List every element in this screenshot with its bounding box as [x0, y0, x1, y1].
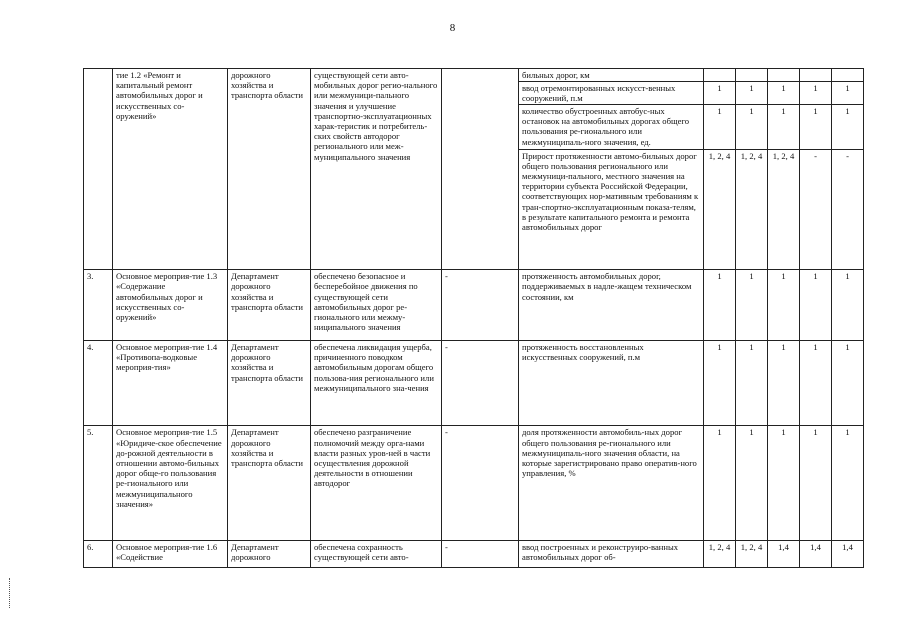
- indicator-value-1: [704, 69, 736, 82]
- page-number: 8: [449, 22, 456, 34]
- result-cell: обеспечена ликвидация ущерба, причиненного поводком автомобильным дорогам общего пользова-ния регионального или межмуниципального зна-чения: [311, 341, 442, 426]
- indicator-value-2: [736, 69, 768, 82]
- measures-table: [83, 68, 864, 568]
- indicator-value-4: 1: [800, 81, 832, 104]
- result-cell: обеспечено безопасное и бесперебойное движения по существующей сети автомобильных дорог ре-гионального или межму-ниципального значения: [311, 270, 442, 341]
- indicator-cell: протяженность автомобильных дорог, поддерживаемых в надле-жащем техническом состоянии, км: [519, 270, 704, 341]
- indicator-value-5: 1: [832, 105, 864, 150]
- row-number: 6.: [84, 540, 113, 567]
- row-number: [84, 69, 113, 270]
- row-number: 4.: [84, 341, 113, 426]
- indicator-value-2: 1, 2, 4: [736, 540, 768, 567]
- indicator-value-5: -: [832, 149, 864, 270]
- indicator-value-3: 1: [768, 270, 800, 341]
- indicator-cell: Прирост протяженности автомо-бильных дорог общего пользования регионального или межмуници-пального, местного значения на территории субъекта Российской Федерации, соответствующих нор-мативным требованиям к тран-спортно-эксплуатационным показа-телям, в результате капитального ремонта и ремонта автомобильных дорог: [519, 149, 704, 270]
- indicator-value-3: 1: [768, 341, 800, 426]
- indicator-value-1: 1: [704, 270, 736, 341]
- indicator-value-3: 1: [768, 81, 800, 104]
- indicator-value-3: 1, 2, 4: [768, 149, 800, 270]
- indicator-value-2: 1: [736, 426, 768, 540]
- indicator-cell: бильных дорог, км: [519, 69, 704, 82]
- risk-cell: -: [442, 540, 519, 567]
- table-row: [84, 540, 864, 567]
- indicator-value-1: 1: [704, 81, 736, 104]
- risk-cell: [442, 69, 519, 270]
- risk-cell: -: [442, 426, 519, 540]
- indicator-value-5: 1,4: [832, 540, 864, 567]
- indicator-value-1: 1: [704, 105, 736, 150]
- indicator-value-5: 1: [832, 81, 864, 104]
- indicator-value-2: 1, 2, 4: [736, 149, 768, 270]
- indicator-cell: протяженность восстановленных искусственных сооружений, п.м: [519, 341, 704, 426]
- indicator-cell: доля протяженности автомобиль-ных дорог общего пользования ре-гионального или межмуниципаль-ного значения области, на которые зарегистрировано право оператив-ного управления, %: [519, 426, 704, 540]
- indicator-value-4: 1,4: [800, 540, 832, 567]
- executor-cell: Департамент дорожного: [228, 540, 311, 567]
- indicator-value-5: [832, 69, 864, 82]
- indicator-cell: количество обустроенных автобус-ных остановок на автомобильных дорогах общего пользования ре-гионального или межмуниципаль-ного значения, ед.: [519, 105, 704, 150]
- event-cell: Основное мероприя-тие 1.4 «Противопа-водковые мероприя-тия»: [113, 341, 228, 426]
- result-cell: обеспечено разграничение полномочий между орга-нами власти разных уров-ней в части осуществления дорожной деятельности в отношении автодорог: [311, 426, 442, 540]
- indicator-value-2: 1: [736, 341, 768, 426]
- indicator-value-5: 1: [832, 270, 864, 341]
- table-row: [84, 270, 864, 341]
- indicator-value-5: 1: [832, 341, 864, 426]
- table-body: [84, 69, 864, 568]
- indicator-value-3: 1: [768, 105, 800, 150]
- executor-cell: Департамент дорожного хозяйства и транспорта области: [228, 426, 311, 540]
- result-cell: существующей сети авто-мобильных дорог регио-нального или межмуници-пального значения и улучшение транспортно-эксплуатационных харак-теристик и потребитель-ских свойств автодорог регионального или меж-муниципального значения: [311, 69, 442, 270]
- indicator-value-4: 1: [800, 341, 832, 426]
- indicator-value-2: 1: [736, 81, 768, 104]
- event-cell: Основное мероприя-тие 1.5 «Юридиче-ское обеспечение до-рожной деятельности в отношении автомо-бильных дорог обще-го пользования ре-гионального или межмуниципального значения»: [113, 426, 228, 540]
- event-cell: Основное мероприя-тие 1.6 «Содействие: [113, 540, 228, 567]
- indicator-value-1: 1, 2, 4: [704, 540, 736, 567]
- indicator-value-1: 1, 2, 4: [704, 149, 736, 270]
- event-cell: Основное мероприя-тие 1.3 «Содержание автомобильных дорог и искусственных со-оружений»: [113, 270, 228, 341]
- risk-cell: -: [442, 270, 519, 341]
- row-number: 5.: [84, 426, 113, 540]
- executor-cell: дорожного хозяйства и транспорта области: [228, 69, 311, 270]
- indicator-value-3: [768, 69, 800, 82]
- margin-mark: [9, 578, 13, 608]
- indicator-value-1: 1: [704, 426, 736, 540]
- indicator-cell: ввод отремонтированных искусст-венных сооружений, п.м: [519, 81, 704, 104]
- indicator-value-4: 1: [800, 426, 832, 540]
- table-row: [84, 69, 864, 82]
- indicator-cell: ввод построенных и реконструиро-ванных автомобильных дорог об-: [519, 540, 704, 567]
- executor-cell: Департамент дорожного хозяйства и транспорта области: [228, 270, 311, 341]
- indicator-value-4: 1: [800, 105, 832, 150]
- event-cell: тие 1.2 «Ремонт и капитальный ремонт автомобильных дорог и искусственных со-оружений»: [113, 69, 228, 270]
- indicator-value-5: 1: [832, 426, 864, 540]
- indicator-value-2: 1: [736, 270, 768, 341]
- table-row: [84, 341, 864, 426]
- indicator-value-4: -: [800, 149, 832, 270]
- indicator-value-1: 1: [704, 341, 736, 426]
- table-row: [84, 426, 864, 540]
- indicator-value-3: 1,4: [768, 540, 800, 567]
- result-cell: обеспечена сохранность существующей сети авто-: [311, 540, 442, 567]
- indicator-value-2: 1: [736, 105, 768, 150]
- row-number: 3.: [84, 270, 113, 341]
- executor-cell: Департамент дорожного хозяйства и транспорта области: [228, 341, 311, 426]
- indicator-value-3: 1: [768, 426, 800, 540]
- risk-cell: -: [442, 341, 519, 426]
- indicator-value-4: [800, 69, 832, 82]
- indicator-value-4: 1: [800, 270, 832, 341]
